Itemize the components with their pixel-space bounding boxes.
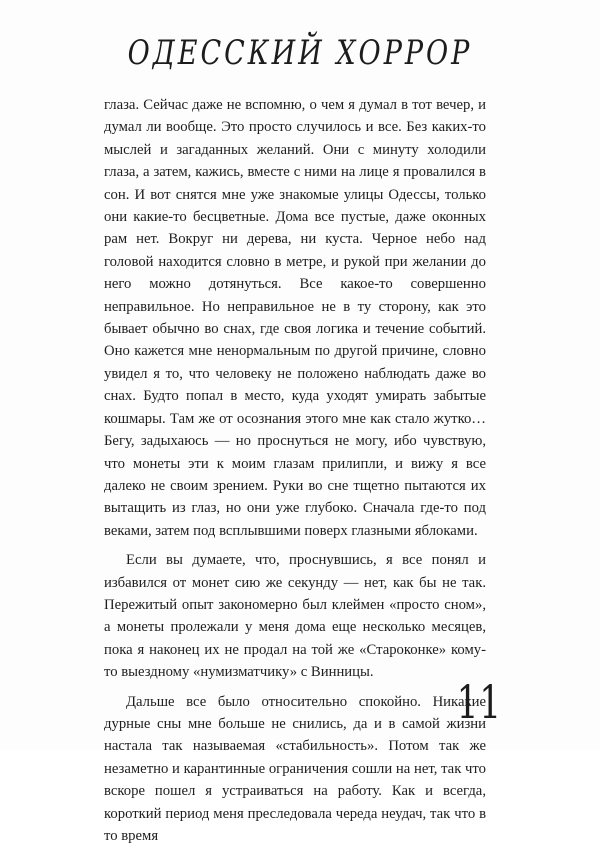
- paragraph-1: глаза. Сейчас даже не вспомню, о чем я думал в тот вечер, и думал ли вообще. Это просто случилось и все. Без каких-то мыслей и загаданных желаний. Они с минуту холодили глаза, а затем, кажись, вместе с ними на лице я провалился в сон. И вот снятся мне уже знакомые улицы Одессы, только они какие-то бесцветные. Дома все пустые, даже оконных рам нет. Вокруг ни дерева, ни куста. Черное небо над головой находится словно в метре, и рукой при желании до него можно дотянуться. Все какое-то совершенно неправильное. Но неправильное не в ту сторону, как это бывает обычно во снах, где своя логика и течение событий. Оно кажется мне ненормальным по другой причине, словно увидел я то, что человеку не положено наблюдать даже во снах. Будто попал в место, куда уходят умирать забытые кошмары. Там же от осознания этого мне как стало жутко… Бегу, задыхаюсь — но проснуться не могу, ибо чувствую, что монеты эти к моим глазам прилипли, и вижу я все далеко не своим зрением. Руки во сне тщетно пытаются их вытащить из глаз, но они уже глубоко. Сначала где-то под веками, затем под всплывшими поверх глазными яблоками.: [104, 97, 486, 539]
- page-number: 11: [456, 676, 502, 730]
- paragraph-3: Дальше все было относительно спокойно. Никакие дурные сны мне больше не снились, да и в самой жизни настала так называемая «стабильность». Потом так же незаметно и карантинные ограничения сошли на нет, так что вскоре пошел я устраиваться на работу. Как и всегда, короткий период меня преследовала череда неудач, так что в то время: [104, 693, 486, 844]
- body-text: [104, 94, 486, 854]
- paragraph-2: Если вы думаете, что, проснувшись, я все понял и избавился от монет сию же секунду — нет, как бы не так. Пережитый опыт закономерно был клеймен «просто сном», а монеты пролежали у меня дома еще несколько месяцев, пока я наконец их не продал на той же «Староконке» кому-то выездному «нумизматчику» с Винницы.: [104, 552, 486, 681]
- running-header-title: ОДЕССКИЙ ХОРРОР: [127, 34, 473, 73]
